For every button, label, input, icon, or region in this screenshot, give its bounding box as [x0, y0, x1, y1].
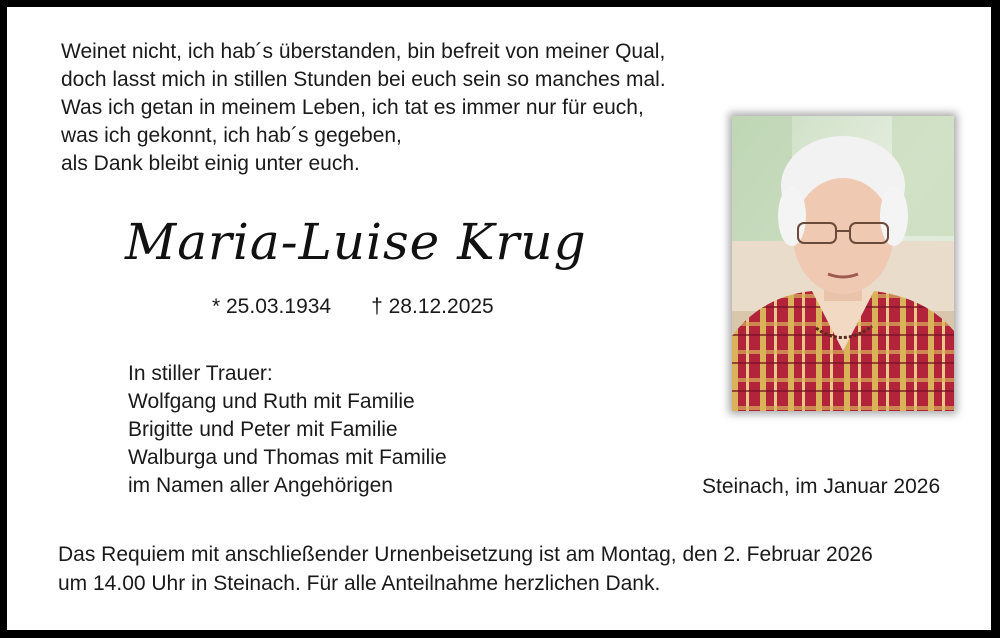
poem-line: Weinet nicht, ich hab´s überstanden, bin befreit von meiner Qual,	[61, 40, 666, 63]
mourner-line: Brigitte und Peter mit Familie	[128, 418, 398, 441]
birth-date: * 25.03.1934	[212, 295, 332, 318]
mourner-line: Wolfgang und Ruth mit Familie	[128, 390, 415, 413]
closing-notice	[58, 541, 873, 599]
portrait-photo	[732, 116, 954, 411]
poem-line: doch lasst mich in stillen Stunden bei euch sein so manches mal.	[61, 68, 666, 91]
deceased-name: Maria-Luise Krug	[125, 213, 587, 271]
closing-line: um 14.00 Uhr in Steinach. Für alle Anteilnahme herzlichen Dank.	[58, 572, 661, 595]
poem-line: was ich gekonnt, ich hab´s gegeben,	[61, 124, 402, 147]
mourner-line: Walburga und Thomas mit Familie	[128, 446, 447, 469]
mourners-list	[128, 360, 447, 500]
closing-line: Das Requiem mit anschließender Urnenbeisetzung ist am Montag, den 2. Februar 2026	[58, 543, 873, 566]
obituary-card	[7, 7, 991, 630]
poem-line: als Dank bleibt einig unter euch.	[61, 152, 360, 175]
mourners-heading: In stiller Trauer:	[128, 362, 273, 385]
life-dates	[212, 293, 494, 321]
poem-line: Was ich getan in meinem Leben, ich tat es immer nur für euch,	[61, 96, 644, 119]
death-date: † 28.12.2025	[371, 295, 494, 318]
poem	[61, 38, 666, 178]
place-date: Steinach, im Januar 2026	[702, 475, 941, 498]
mourner-line: im Namen aller Angehörigen	[128, 474, 393, 497]
